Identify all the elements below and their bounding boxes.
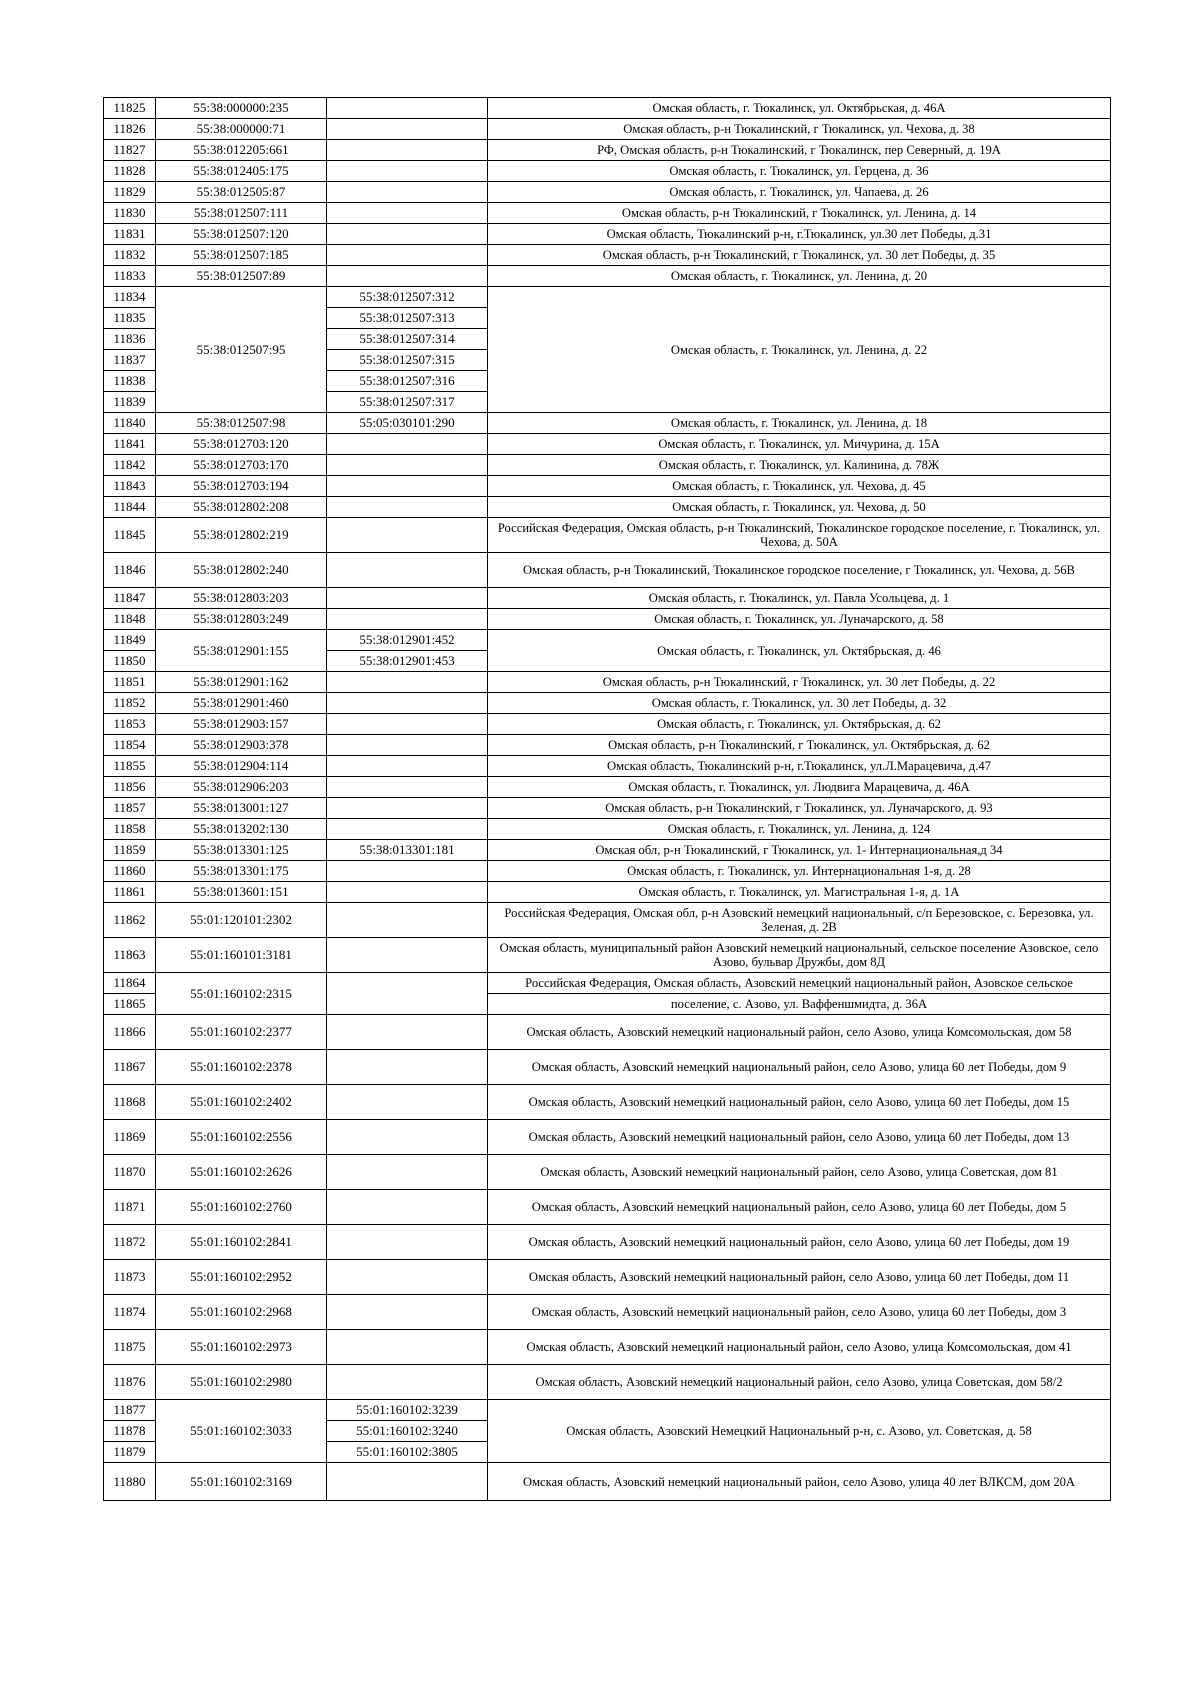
- address-cell: Омская область, г. Тюкалинск, ул. Чехова, д. 45: [488, 476, 1111, 497]
- sub-cadastral-number-cell: [327, 476, 488, 497]
- row-number-cell: 11831: [104, 224, 156, 245]
- address-cell: Омская область, Азовский Немецкий Национальный р-н, с. Азово, ул. Советская, д. 58: [488, 1400, 1111, 1463]
- sub-cadastral-number-cell: [327, 777, 488, 798]
- address-cell: Омская область, г. Тюкалинск, ул. Октябрьская, д. 46: [488, 630, 1111, 672]
- table-row: [104, 882, 1111, 903]
- cadastral-number-cell: 55:38:012507:95: [156, 287, 327, 413]
- sub-cadastral-number-cell: [327, 938, 488, 973]
- table-row: [104, 1295, 1111, 1330]
- address-cell: Омская область, г. Тюкалинск, ул. Чехова, д. 50: [488, 497, 1111, 518]
- sub-cadastral-number-cell: 55:38:012507:315: [327, 350, 488, 371]
- table-row: [104, 840, 1111, 861]
- cadastral-number-cell: 55:01:160102:2760: [156, 1190, 327, 1225]
- cadastral-number-cell: 55:01:160102:2556: [156, 1120, 327, 1155]
- table-row: [104, 98, 1111, 119]
- sub-cadastral-number-cell: [327, 553, 488, 588]
- row-number-cell: 11859: [104, 840, 156, 861]
- address-cell: Омская область, Азовский немецкий национальный район, село Азово, улица Советская, дом 81: [488, 1155, 1111, 1190]
- address-cell: Омская область, Азовский немецкий национальный район, село Азово, улица 60 лет Победы, дом 9: [488, 1050, 1111, 1085]
- table-row: [104, 903, 1111, 938]
- row-number-cell: 11863: [104, 938, 156, 973]
- address-cell: Омская область, г. Тюкалинск, ул. Магистральная 1-я, д. 1А: [488, 882, 1111, 903]
- address-cell: Омская область, г. Тюкалинск, ул. Октябрьская, д. 46А: [488, 98, 1111, 119]
- sub-cadastral-number-cell: 55:38:012507:316: [327, 371, 488, 392]
- sub-cadastral-number-cell: [327, 798, 488, 819]
- cadastral-number-cell: 55:38:013601:151: [156, 882, 327, 903]
- table-row: [104, 1260, 1111, 1295]
- table-row: [104, 672, 1111, 693]
- table-row: [104, 1120, 1111, 1155]
- address-cell: Омская область, муниципальный район Азовский немецкий национальный, сельское поселение Азовское, село Азово, бульвар Дружбы, дом 8Д: [488, 938, 1111, 973]
- address-cell: Омская область, Азовский немецкий национальный район, село Азово, улица Советская, дом 58/2: [488, 1365, 1111, 1400]
- address-cell: Омская область, р-н Тюкалинский, г Тюкалинск, ул. Октябрьская, д. 62: [488, 735, 1111, 756]
- row-number-cell: 11870: [104, 1155, 156, 1190]
- row-number-cell: 11876: [104, 1365, 156, 1400]
- cadastral-number-cell: 55:38:012904:114: [156, 756, 327, 777]
- sub-cadastral-number-cell: [327, 455, 488, 476]
- cadastral-number-cell: 55:38:012903:378: [156, 735, 327, 756]
- table-row: [104, 224, 1111, 245]
- sub-cadastral-number-cell: [327, 1190, 488, 1225]
- sub-cadastral-number-cell: [327, 245, 488, 266]
- row-number-cell: 11828: [104, 161, 156, 182]
- table-row: [104, 819, 1111, 840]
- cadastral-number-cell: 55:38:012505:87: [156, 182, 327, 203]
- cadastral-number-cell: 55:01:160102:2968: [156, 1295, 327, 1330]
- row-number-cell: 11856: [104, 777, 156, 798]
- sub-cadastral-number-cell: [327, 882, 488, 903]
- row-number-cell: 11879: [104, 1442, 156, 1463]
- row-number-cell: 11868: [104, 1085, 156, 1120]
- table-row: [104, 1015, 1111, 1050]
- sub-cadastral-number-cell: [327, 1120, 488, 1155]
- row-number-cell: 11851: [104, 672, 156, 693]
- sub-cadastral-number-cell: [327, 497, 488, 518]
- cadastral-number-cell: 55:38:013202:130: [156, 819, 327, 840]
- cadastral-number-cell: 55:38:013301:125: [156, 840, 327, 861]
- cadastral-number-cell: 55:01:160102:2377: [156, 1015, 327, 1050]
- sub-cadastral-number-cell: [327, 588, 488, 609]
- cadastral-number-cell: 55:38:012901:460: [156, 693, 327, 714]
- row-number-cell: 11837: [104, 350, 156, 371]
- row-number-cell: 11877: [104, 1400, 156, 1421]
- sub-cadastral-number-cell: [327, 819, 488, 840]
- cadastral-number-cell: 55:38:012405:175: [156, 161, 327, 182]
- table-row: [104, 861, 1111, 882]
- sub-cadastral-number-cell: [327, 756, 488, 777]
- address-cell: Омская область, г. Тюкалинск, ул. Ленина, д. 22: [488, 287, 1111, 413]
- cadastral-number-cell: 55:01:160102:2973: [156, 1330, 327, 1365]
- cadastral-number-cell: 55:38:012803:203: [156, 588, 327, 609]
- sub-cadastral-number-cell: [327, 1295, 488, 1330]
- sub-cadastral-number-cell: [327, 735, 488, 756]
- address-cell: Омская область, Азовский немецкий национальный район, село Азово, улица 60 лет Победы, дом 13: [488, 1120, 1111, 1155]
- table-row: [104, 119, 1111, 140]
- sub-cadastral-number-cell: [327, 1155, 488, 1190]
- cadastral-number-cell: 55:38:012703:194: [156, 476, 327, 497]
- table-row: [104, 1190, 1111, 1225]
- sub-cadastral-number-cell: [327, 973, 488, 1015]
- cadastral-number-cell: 55:01:160102:2841: [156, 1225, 327, 1260]
- sub-cadastral-number-cell: 55:38:012901:452: [327, 630, 488, 651]
- row-number-cell: 11829: [104, 182, 156, 203]
- cadastral-number-cell: 55:01:160102:3033: [156, 1400, 327, 1463]
- sub-cadastral-number-cell: 55:38:012507:317: [327, 392, 488, 413]
- sub-cadastral-number-cell: 55:01:160102:3239: [327, 1400, 488, 1421]
- row-number-cell: 11843: [104, 476, 156, 497]
- cadastral-number-cell: 55:38:012803:249: [156, 609, 327, 630]
- cadastral-number-cell: 55:38:012703:120: [156, 434, 327, 455]
- row-number-cell: 11844: [104, 497, 156, 518]
- sub-cadastral-number-cell: 55:38:012507:314: [327, 329, 488, 350]
- cadastral-number-cell: 55:01:160102:2315: [156, 973, 327, 1015]
- address-cell: Омская область, Азовский немецкий национальный район, село Азово, улица 60 лет Победы, дом 15: [488, 1085, 1111, 1120]
- address-cell: Омская область, г. Тюкалинск, ул. Ленина, д. 18: [488, 413, 1111, 434]
- row-number-cell: 11848: [104, 609, 156, 630]
- table-row: [104, 693, 1111, 714]
- sub-cadastral-number-cell: [327, 203, 488, 224]
- row-number-cell: 11867: [104, 1050, 156, 1085]
- sub-cadastral-number-cell: [327, 1225, 488, 1260]
- address-cell: Омская область, Азовский немецкий национальный район, село Азово, улица 60 лет Победы, дом 11: [488, 1260, 1111, 1295]
- row-number-cell: 11833: [104, 266, 156, 287]
- address-cell: Российская Федерация, Омская область, Азовский немецкий национальный район, Азовское сельское: [488, 973, 1111, 994]
- row-number-cell: 11834: [104, 287, 156, 308]
- sub-cadastral-number-cell: [327, 140, 488, 161]
- table-row: [104, 455, 1111, 476]
- address-cell: Омская область, г. Тюкалинск, ул. 30 лет Победы, д. 32: [488, 693, 1111, 714]
- row-number-cell: 11847: [104, 588, 156, 609]
- address-cell: Омская область, р-н Тюкалинский, г Тюкалинск, ул. 30 лет Победы, д. 35: [488, 245, 1111, 266]
- row-number-cell: 11854: [104, 735, 156, 756]
- table-row: [104, 245, 1111, 266]
- cadastral-number-cell: 55:38:012802:240: [156, 553, 327, 588]
- address-cell: Омская область, Азовский немецкий национальный район, село Азово, улица 60 лет Победы, дом 3: [488, 1295, 1111, 1330]
- row-number-cell: 11832: [104, 245, 156, 266]
- table-row: [104, 588, 1111, 609]
- row-number-cell: 11858: [104, 819, 156, 840]
- sub-cadastral-number-cell: [327, 98, 488, 119]
- sub-cadastral-number-cell: 55:01:160102:3240: [327, 1421, 488, 1442]
- sub-cadastral-number-cell: [327, 693, 488, 714]
- address-cell: Омская область, г. Тюкалинск, ул. Чапаева, д. 26: [488, 182, 1111, 203]
- sub-cadastral-number-cell: [327, 518, 488, 553]
- row-number-cell: 11878: [104, 1421, 156, 1442]
- row-number-cell: 11875: [104, 1330, 156, 1365]
- table-row: [104, 140, 1111, 161]
- sub-cadastral-number-cell: [327, 861, 488, 882]
- table-row: [104, 1400, 1111, 1421]
- row-number-cell: 11855: [104, 756, 156, 777]
- cadastral-number-cell: 55:01:160102:2980: [156, 1365, 327, 1400]
- cadastral-number-cell: 55:38:012901:155: [156, 630, 327, 672]
- table-row: [104, 756, 1111, 777]
- cadastral-number-cell: 55:38:000000:71: [156, 119, 327, 140]
- cadastral-number-cell: 55:38:000000:235: [156, 98, 327, 119]
- cadastral-number-cell: 55:38:012205:661: [156, 140, 327, 161]
- row-number-cell: 11838: [104, 371, 156, 392]
- table-row: [104, 287, 1111, 308]
- address-cell: Российская Федерация, Омская область, р-н Тюкалинский, Тюкалинское городское поселение, г. Тюкалинск, ул. Чехова, д. 50А: [488, 518, 1111, 553]
- address-cell: Омская область, р-н Тюкалинский, г Тюкалинск, ул. Ленина, д. 14: [488, 203, 1111, 224]
- row-number-cell: 11825: [104, 98, 156, 119]
- sub-cadastral-number-cell: 55:38:012507:313: [327, 308, 488, 329]
- sub-cadastral-number-cell: 55:05:030101:290: [327, 413, 488, 434]
- address-cell: Омская область, г. Тюкалинск, ул. Октябрьская, д. 62: [488, 714, 1111, 735]
- cadastral-number-cell: 55:38:012802:208: [156, 497, 327, 518]
- sub-cadastral-number-cell: [327, 1365, 488, 1400]
- address-cell: Омская область, Азовский немецкий национальный район, село Азово, улица Комсомольская, дом 58: [488, 1015, 1111, 1050]
- cadastral-number-cell: 55:38:012906:203: [156, 777, 327, 798]
- sub-cadastral-number-cell: [327, 224, 488, 245]
- table-row: [104, 182, 1111, 203]
- table-row: [104, 1085, 1111, 1120]
- table-row: [104, 161, 1111, 182]
- address-cell: Омская обл, р-н Тюкалинский, г Тюкалинск, ул. 1- Интернациональная,д 34: [488, 840, 1111, 861]
- sub-cadastral-number-cell: [327, 1260, 488, 1295]
- table-row: [104, 1155, 1111, 1190]
- cadastral-number-cell: 55:01:160102:2378: [156, 1050, 327, 1085]
- cadastral-number-cell: 55:38:012507:120: [156, 224, 327, 245]
- row-number-cell: 11871: [104, 1190, 156, 1225]
- address-cell: Омская область, Тюкалинский р-н, г.Тюкалинск, ул.Л.Марацевича, д.47: [488, 756, 1111, 777]
- row-number-cell: 11839: [104, 392, 156, 413]
- table-row: [104, 476, 1111, 497]
- table-row: [104, 1330, 1111, 1365]
- sub-cadastral-number-cell: [327, 1085, 488, 1120]
- table-row: [104, 497, 1111, 518]
- row-number-cell: 11841: [104, 434, 156, 455]
- address-cell: поселение, с. Азово, ул. Ваффеншмидта, д. 36А: [488, 994, 1111, 1015]
- cadastral-number-cell: 55:38:012507:111: [156, 203, 327, 224]
- address-cell: Российская Федерация, Омская обл, р-н Азовский немецкий национальный, с/п Березовское, с. Березовка, ул. Зеленая, д. 2В: [488, 903, 1111, 938]
- table-row: [104, 413, 1111, 434]
- cadastral-number-cell: 55:01:160102:2952: [156, 1260, 327, 1295]
- table-row: [104, 266, 1111, 287]
- cadastral-number-cell: 55:38:013001:127: [156, 798, 327, 819]
- table-row: [104, 434, 1111, 455]
- address-cell: Омская область, Азовский немецкий национальный район, село Азово, улица 40 лет ВЛКСМ, дом 20А: [488, 1463, 1111, 1501]
- table-row: [104, 973, 1111, 994]
- sub-cadastral-number-cell: [327, 119, 488, 140]
- table-row: [104, 1225, 1111, 1260]
- table-row: [104, 1050, 1111, 1085]
- table-row: [104, 777, 1111, 798]
- cadastral-number-cell: 55:38:012507:185: [156, 245, 327, 266]
- row-number-cell: 11869: [104, 1120, 156, 1155]
- row-number-cell: 11860: [104, 861, 156, 882]
- row-number-cell: 11857: [104, 798, 156, 819]
- table-row: [104, 938, 1111, 973]
- address-cell: Омская область, р-н Тюкалинский, г Тюкалинск, ул. 30 лет Победы, д. 22: [488, 672, 1111, 693]
- row-number-cell: 11872: [104, 1225, 156, 1260]
- address-cell: Омская область, Тюкалинский р-н, г.Тюкалинск, ул.30 лет Победы, д.31: [488, 224, 1111, 245]
- address-cell: Омская область, р-н Тюкалинский, Тюкалинское городское поселение, г Тюкалинск, ул. Чехова, д. 56В: [488, 553, 1111, 588]
- table-row: [104, 518, 1111, 553]
- address-cell: Омская область, г. Тюкалинск, ул. Интернациональная 1-я, д. 28: [488, 861, 1111, 882]
- row-number-cell: 11827: [104, 140, 156, 161]
- row-number-cell: 11835: [104, 308, 156, 329]
- address-cell: Омская область, г. Тюкалинск, ул. Ленина, д. 20: [488, 266, 1111, 287]
- row-number-cell: 11840: [104, 413, 156, 434]
- row-number-cell: 11865: [104, 994, 156, 1015]
- address-cell: Омская область, Азовский немецкий национальный район, село Азово, улица 60 лет Победы, дом 5: [488, 1190, 1111, 1225]
- table-row: [104, 553, 1111, 588]
- address-cell: Омская область, Азовский немецкий национальный район, село Азово, улица Комсомольская, дом 41: [488, 1330, 1111, 1365]
- sub-cadastral-number-cell: 55:38:012507:312: [327, 287, 488, 308]
- sub-cadastral-number-cell: 55:01:160102:3805: [327, 1442, 488, 1463]
- cadastral-number-cell: 55:38:012507:98: [156, 413, 327, 434]
- row-number-cell: 11853: [104, 714, 156, 735]
- address-cell: Омская область, г. Тюкалинск, ул. Ленина, д. 124: [488, 819, 1111, 840]
- row-number-cell: 11826: [104, 119, 156, 140]
- table-row: [104, 203, 1111, 224]
- cadastral-number-cell: 55:01:160102:3169: [156, 1463, 327, 1501]
- cadastral-number-cell: 55:01:160101:3181: [156, 938, 327, 973]
- cadastral-number-cell: 55:38:012507:89: [156, 266, 327, 287]
- address-cell: Омская область, г. Тюкалинск, ул. Мичурина, д. 15А: [488, 434, 1111, 455]
- row-number-cell: 11830: [104, 203, 156, 224]
- row-number-cell: 11845: [104, 518, 156, 553]
- sub-cadastral-number-cell: [327, 609, 488, 630]
- cadastral-number-cell: 55:38:013301:175: [156, 861, 327, 882]
- sub-cadastral-number-cell: [327, 903, 488, 938]
- address-cell: Омская область, г. Тюкалинск, ул. Луначарского, д. 58: [488, 609, 1111, 630]
- address-cell: Омская область, г. Тюкалинск, ул. Калинина, д. 78Ж: [488, 455, 1111, 476]
- table-body: [104, 98, 1111, 1501]
- cadastral-register-table: [103, 97, 1111, 1501]
- address-cell: Омская область, Азовский немецкий национальный район, село Азово, улица 60 лет Победы, дом 19: [488, 1225, 1111, 1260]
- cadastral-number-cell: 55:01:120101:2302: [156, 903, 327, 938]
- cadastral-number-cell: 55:01:160102:2402: [156, 1085, 327, 1120]
- sub-cadastral-number-cell: [327, 714, 488, 735]
- table-row: [104, 630, 1111, 651]
- sub-cadastral-number-cell: [327, 1015, 488, 1050]
- address-cell: Омская область, г. Тюкалинск, ул. Павла Усольцева, д. 1: [488, 588, 1111, 609]
- table-row: [104, 1463, 1111, 1501]
- row-number-cell: 11874: [104, 1295, 156, 1330]
- row-number-cell: 11861: [104, 882, 156, 903]
- row-number-cell: 11849: [104, 630, 156, 651]
- sub-cadastral-number-cell: [327, 1330, 488, 1365]
- table-row: [104, 798, 1111, 819]
- address-cell: Омская область, р-н Тюкалинский, г Тюкалинск, ул. Луначарского, д. 93: [488, 798, 1111, 819]
- sub-cadastral-number-cell: [327, 434, 488, 455]
- row-number-cell: 11852: [104, 693, 156, 714]
- sub-cadastral-number-cell: [327, 672, 488, 693]
- address-cell: РФ, Омская область, р-н Тюкалинский, г Тюкалинск, пер Северный, д. 19А: [488, 140, 1111, 161]
- sub-cadastral-number-cell: [327, 266, 488, 287]
- row-number-cell: 11850: [104, 651, 156, 672]
- cadastral-number-cell: 55:38:012901:162: [156, 672, 327, 693]
- row-number-cell: 11842: [104, 455, 156, 476]
- row-number-cell: 11864: [104, 973, 156, 994]
- cadastral-number-cell: 55:38:012802:219: [156, 518, 327, 553]
- sub-cadastral-number-cell: [327, 1463, 488, 1501]
- table-row: [104, 1365, 1111, 1400]
- cadastral-number-cell: 55:01:160102:2626: [156, 1155, 327, 1190]
- table-row: [104, 714, 1111, 735]
- cadastral-number-cell: 55:38:012703:170: [156, 455, 327, 476]
- address-cell: Омская область, г. Тюкалинск, ул. Герцена, д. 36: [488, 161, 1111, 182]
- sub-cadastral-number-cell: 55:38:012901:453: [327, 651, 488, 672]
- row-number-cell: 11862: [104, 903, 156, 938]
- sub-cadastral-number-cell: [327, 1050, 488, 1085]
- sub-cadastral-number-cell: 55:38:013301:181: [327, 840, 488, 861]
- row-number-cell: 11836: [104, 329, 156, 350]
- row-number-cell: 11873: [104, 1260, 156, 1295]
- row-number-cell: 11880: [104, 1463, 156, 1501]
- address-cell: Омская область, г. Тюкалинск, ул. Людвига Марацевича, д. 46А: [488, 777, 1111, 798]
- cadastral-number-cell: 55:38:012903:157: [156, 714, 327, 735]
- sub-cadastral-number-cell: [327, 182, 488, 203]
- row-number-cell: 11846: [104, 553, 156, 588]
- table-row: [104, 609, 1111, 630]
- address-cell: Омская область, р-н Тюкалинский, г Тюкалинск, ул. Чехова, д. 38: [488, 119, 1111, 140]
- table-row: [104, 735, 1111, 756]
- row-number-cell: 11866: [104, 1015, 156, 1050]
- sub-cadastral-number-cell: [327, 161, 488, 182]
